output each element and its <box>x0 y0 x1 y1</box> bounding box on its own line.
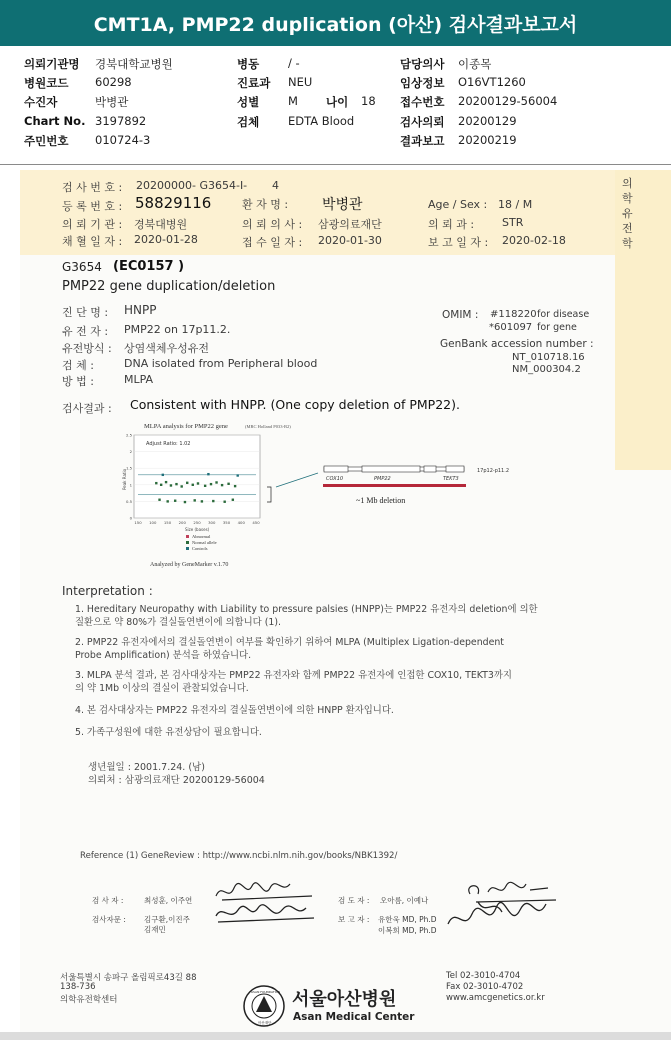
header-label: Chart No. <box>24 114 86 128</box>
address-2: 138-736 <box>60 982 96 992</box>
header-label: 검체 <box>237 115 260 129</box>
x-tick-label: 250 <box>193 520 201 525</box>
y-tick-label: 2 <box>129 449 132 455</box>
gene-box <box>424 466 436 472</box>
omim-gene: *601097 <box>489 322 533 333</box>
data-point <box>237 474 239 476</box>
data-point <box>175 483 177 485</box>
banner-title: CMT1A, PMP22 duplication (아산) 검사결과보고서 <box>93 13 578 36</box>
birth-line: 생년월일 : 2001.7.24. (남) <box>88 762 205 773</box>
interp-line: 3. MLPA 분석 결과, 본 검사대상자는 PMP22 유전자와 함께 PMP22 유전자에 인접한 COX10, TEKT3까지 <box>75 670 512 681</box>
omim-disease: #118220 <box>490 309 537 320</box>
doctor-label: 의 뢰 의 사 : <box>242 218 303 231</box>
gene-box <box>362 466 420 472</box>
data-point <box>201 500 203 502</box>
header-label: 담당의사 <box>400 57 445 71</box>
specimen-label: 검 체 : <box>62 359 94 372</box>
data-point <box>192 484 194 486</box>
header-label: 검사의뢰 <box>400 115 445 129</box>
doctor-value: 삼광의료재단 <box>318 218 382 231</box>
y-tick-label: 1.5 <box>125 465 132 471</box>
header-label: 임상정보 <box>400 76 445 90</box>
interpretation-list <box>75 603 538 739</box>
diag-value: HNPP <box>124 303 157 317</box>
interp-line: 2. PMP22 유전자에서의 결실돌연변이 여부를 확인하기 위하여 MLPA (Multiplex Ligation-dependent <box>75 637 504 648</box>
fax: Fax 02-3010-4702 <box>446 982 524 992</box>
inherit-value: 상염색체우성유전 <box>124 342 210 355</box>
agesex-value: 18 / M <box>498 198 533 211</box>
method-value: MLPA <box>124 373 154 386</box>
gene-box <box>446 466 464 472</box>
data-point <box>194 499 196 501</box>
chart-title: MLPA analysis for PMP22 gene <box>144 423 228 430</box>
reporter-value-1: 유한욱 MD, Ph.D <box>378 915 437 924</box>
data-point <box>184 501 186 503</box>
legend-label: Controls <box>192 546 208 551</box>
locus-label: 17p12-p11.2 <box>477 468 510 474</box>
omim-gene-note: for gene <box>537 322 577 333</box>
patient-header <box>0 52 671 164</box>
x-tick-label: 400 <box>237 520 245 525</box>
header-label: 나이 <box>326 95 349 109</box>
header-value: 경북대학교병원 <box>95 57 173 71</box>
y-tick-label: 0.5 <box>125 498 132 504</box>
x-tick-label: 100 <box>149 520 157 525</box>
data-point <box>204 485 206 487</box>
website: www.amcgenetics.or.kr <box>446 993 545 1003</box>
data-point <box>212 500 214 502</box>
header-value: 010724-3 <box>95 133 151 147</box>
interp-line: 4. 본 검사대상자는 PMP22 유전자의 결실돌연변이에 의한 HNPP 환자입니다. <box>75 705 394 716</box>
header-label: 접수번호 <box>400 95 445 109</box>
interp-line: 의 약 1Mb 이상의 결실이 관찰되었습니다. <box>75 683 249 694</box>
gene-value: PMP22 on 17p11.2. <box>124 323 231 336</box>
interp-line: Probe Amplification) 분석을 하였습니다. <box>75 650 252 661</box>
method-label: 방 법 : <box>62 375 94 388</box>
interp-line: 질환으로 약 80%가 결실돌연변이에 의합니다 (1). <box>75 617 281 628</box>
data-point <box>221 484 223 486</box>
header-label: 주민번호 <box>24 134 69 148</box>
header-value: 60298 <box>95 75 132 89</box>
header-value: 20200219 <box>458 133 517 147</box>
report-date-label: 보 고 일 자 : <box>428 236 489 249</box>
header-value: / - <box>288 56 300 70</box>
header-value: EDTA Blood <box>288 114 355 128</box>
test-code: G3654 <box>62 260 102 274</box>
x-tick-label: 350 <box>222 520 231 525</box>
reporter-value-2: 이복희 MD, Ph.D <box>378 926 437 935</box>
tester-label: 검 사 자 : <box>92 896 124 905</box>
inherit-label: 유전방식 : <box>62 342 112 355</box>
diag-label: 진 단 명 : <box>62 306 109 319</box>
reviewer-label: 검 도 자 : <box>338 896 370 905</box>
reg-no: 58829116 <box>135 194 212 212</box>
data-point <box>174 500 176 502</box>
address-1: 서울특별시 송파구 올림픽로43길 88 <box>60 973 197 983</box>
data-point <box>165 481 167 483</box>
interp-title: Interpretation : <box>62 584 153 598</box>
legend-label: Normal allele <box>192 540 217 545</box>
omim-disease-note: for disease <box>537 309 590 320</box>
supervisor-signature <box>210 900 320 930</box>
genbank-2: NM_000304.2 <box>512 364 581 375</box>
ward-value: STR <box>502 216 524 229</box>
header-value: 박병관 <box>95 95 129 109</box>
bottom-edge <box>0 1032 671 1040</box>
header-value: 이종목 <box>458 57 492 71</box>
gene-box <box>324 466 348 472</box>
data-point <box>210 483 212 485</box>
genbank-label: GenBank accession number : <box>440 338 594 350</box>
reg-no-label: 등 록 번 호 : <box>62 200 123 213</box>
test-code2: (EC0157 ) <box>113 259 185 274</box>
legend-swatch <box>186 541 189 544</box>
chart-subtitle: (MRC Holland P033-B2) <box>245 424 291 429</box>
asan-logo <box>242 984 286 1028</box>
hospital-name-en: Asan Medical Center <box>293 1011 415 1023</box>
exam-no-suffix: 4 <box>272 179 279 192</box>
data-point <box>223 501 225 503</box>
data-point <box>186 482 188 484</box>
header-label: 진료과 <box>237 76 271 90</box>
data-point <box>162 474 164 476</box>
patient-name: 박병관 <box>322 197 363 213</box>
tester-value: 최성훈, 이주연 <box>144 896 193 905</box>
supervisor-value-2: 김재민 <box>144 925 166 934</box>
exam-no: 20200000- G3654-I- <box>136 179 248 192</box>
header-label: 병원코드 <box>24 76 69 90</box>
tel: Tel 02-3010-4704 <box>446 971 521 981</box>
header-label: 결과보고 <box>400 134 445 148</box>
data-point <box>232 499 234 501</box>
pointer-arrow <box>276 473 318 487</box>
y-tick-label: 1 <box>129 482 132 488</box>
reporter-signature <box>438 894 558 938</box>
data-point <box>155 482 157 484</box>
supervisor-value-1: 김구환,이진주 <box>144 915 190 924</box>
report-date-value: 2020-02-18 <box>502 234 566 247</box>
header-label: 병동 <box>237 57 260 71</box>
legend-swatch <box>186 535 189 538</box>
header-value: NEU <box>288 75 313 89</box>
y-tick-label: 2.5 <box>125 432 132 438</box>
inset-label: Adjust Ratio: 1.02 <box>146 441 191 447</box>
bracket <box>267 487 271 502</box>
gene-label-pmp22: PMP22 <box>374 476 391 482</box>
address-3: 의학유전학센터 <box>60 995 118 1005</box>
interp-line: 1. Hereditary Neuropathy with Liability to pressure palsies (HNPP)는 PMP22 유전자의 deletion에 의한 <box>75 604 538 615</box>
omim-label: OMIM : <box>442 309 479 321</box>
header-label: 성별 <box>237 95 260 109</box>
result-value: Consistent with HNPP. (One copy deletion of PMP22). <box>130 397 460 412</box>
header-label: 의뢰기관명 <box>24 57 80 71</box>
result-label: 검사결과 : <box>62 402 112 415</box>
legend-label: Abnormal <box>192 534 211 539</box>
reference: Reference (1) GeneReview : http://www.ncbi.nlm.nih.gov/books/NBK1392/ <box>80 851 398 861</box>
data-point <box>215 481 217 483</box>
agesex-label: Age / Sex : <box>428 198 488 211</box>
interp-line: 5. 가족구성원에 대한 유전상담이 필요합니다. <box>75 727 262 738</box>
report-banner <box>0 0 671 46</box>
deletion-label: ~1 Mb deletion <box>356 496 406 505</box>
test-name: PMP22 gene duplication/deletion <box>62 279 276 294</box>
supervisor-label: 검사자문 : <box>92 915 126 924</box>
gene-label: 유 전 자 : <box>62 325 109 338</box>
data-point <box>234 485 236 487</box>
ward-label: 의 뢰 과 : <box>428 218 475 231</box>
header-value: 3197892 <box>95 114 147 128</box>
gene-label-cox10: COX10 <box>326 476 344 482</box>
logo-sub: 아산재단 <box>258 1021 272 1025</box>
legend-swatch <box>186 547 189 550</box>
reporter-label: 보 고 자 : <box>338 915 370 924</box>
x-tick-label: 150 <box>134 520 142 525</box>
data-point <box>207 473 209 475</box>
specimen-value: DNA isolated from Peripheral blood <box>124 357 318 370</box>
header-divider <box>0 164 671 165</box>
reviewer-value: 오아름, 이예나 <box>380 896 429 905</box>
header-label: 수진자 <box>24 95 58 109</box>
data-point <box>170 484 172 486</box>
data-point <box>197 482 199 484</box>
patient-label: 환 자 명 : <box>242 198 289 211</box>
data-point <box>227 483 229 485</box>
data-point <box>158 499 160 501</box>
dept-vertical: 의학유전학 <box>622 177 633 250</box>
hospital-name-ko: 서울아산병원 <box>292 989 397 1010</box>
header-value: M <box>288 94 298 108</box>
receive-label: 접 수 일 자 : <box>242 236 303 249</box>
x-tick-label: 450 <box>252 520 260 525</box>
inst-value: 경북대병원 <box>134 218 188 231</box>
y-axis-label: Peak Ratio <box>122 468 127 490</box>
deletion-bar <box>323 484 466 487</box>
requester-line: 의뢰처 : 삼광의료재단 20200129-56004 <box>88 775 265 786</box>
plot-frame <box>134 435 260 518</box>
data-point <box>166 500 168 502</box>
logo-text: ASAN FOUNDATION <box>251 990 281 994</box>
data-point <box>180 485 182 487</box>
gene-label-tekt3: TEKT3 <box>443 476 459 482</box>
y-tick-label: 0 <box>129 515 132 521</box>
inst-label: 의 뢰 기 관 : <box>62 218 123 231</box>
x-axis-label: Size (bases) <box>185 527 210 532</box>
x-tick-label: 150 <box>163 520 172 525</box>
header-value: 20200129 <box>458 114 517 128</box>
collect-label: 채 혈 일 자 : <box>62 235 123 248</box>
scanned-report <box>20 170 671 1032</box>
header-value: 20200129-56004 <box>458 94 558 108</box>
collect-value: 2020-01-28 <box>134 233 198 246</box>
exam-no-label: 검 사 번 호 : <box>62 181 123 194</box>
x-tick-label: 300 <box>208 520 216 525</box>
x-tick-label: 200 <box>178 520 186 525</box>
chart-footer: Analyzed by GeneMarker v.1.70 <box>150 562 229 568</box>
genbank-1: NT_010718.16 <box>512 352 585 363</box>
header-value: 18 <box>361 94 376 108</box>
receive-value: 2020-01-30 <box>318 234 382 247</box>
header-value: O16VT1260 <box>458 75 526 89</box>
mlpa-figure <box>120 420 520 575</box>
data-point <box>160 484 162 486</box>
